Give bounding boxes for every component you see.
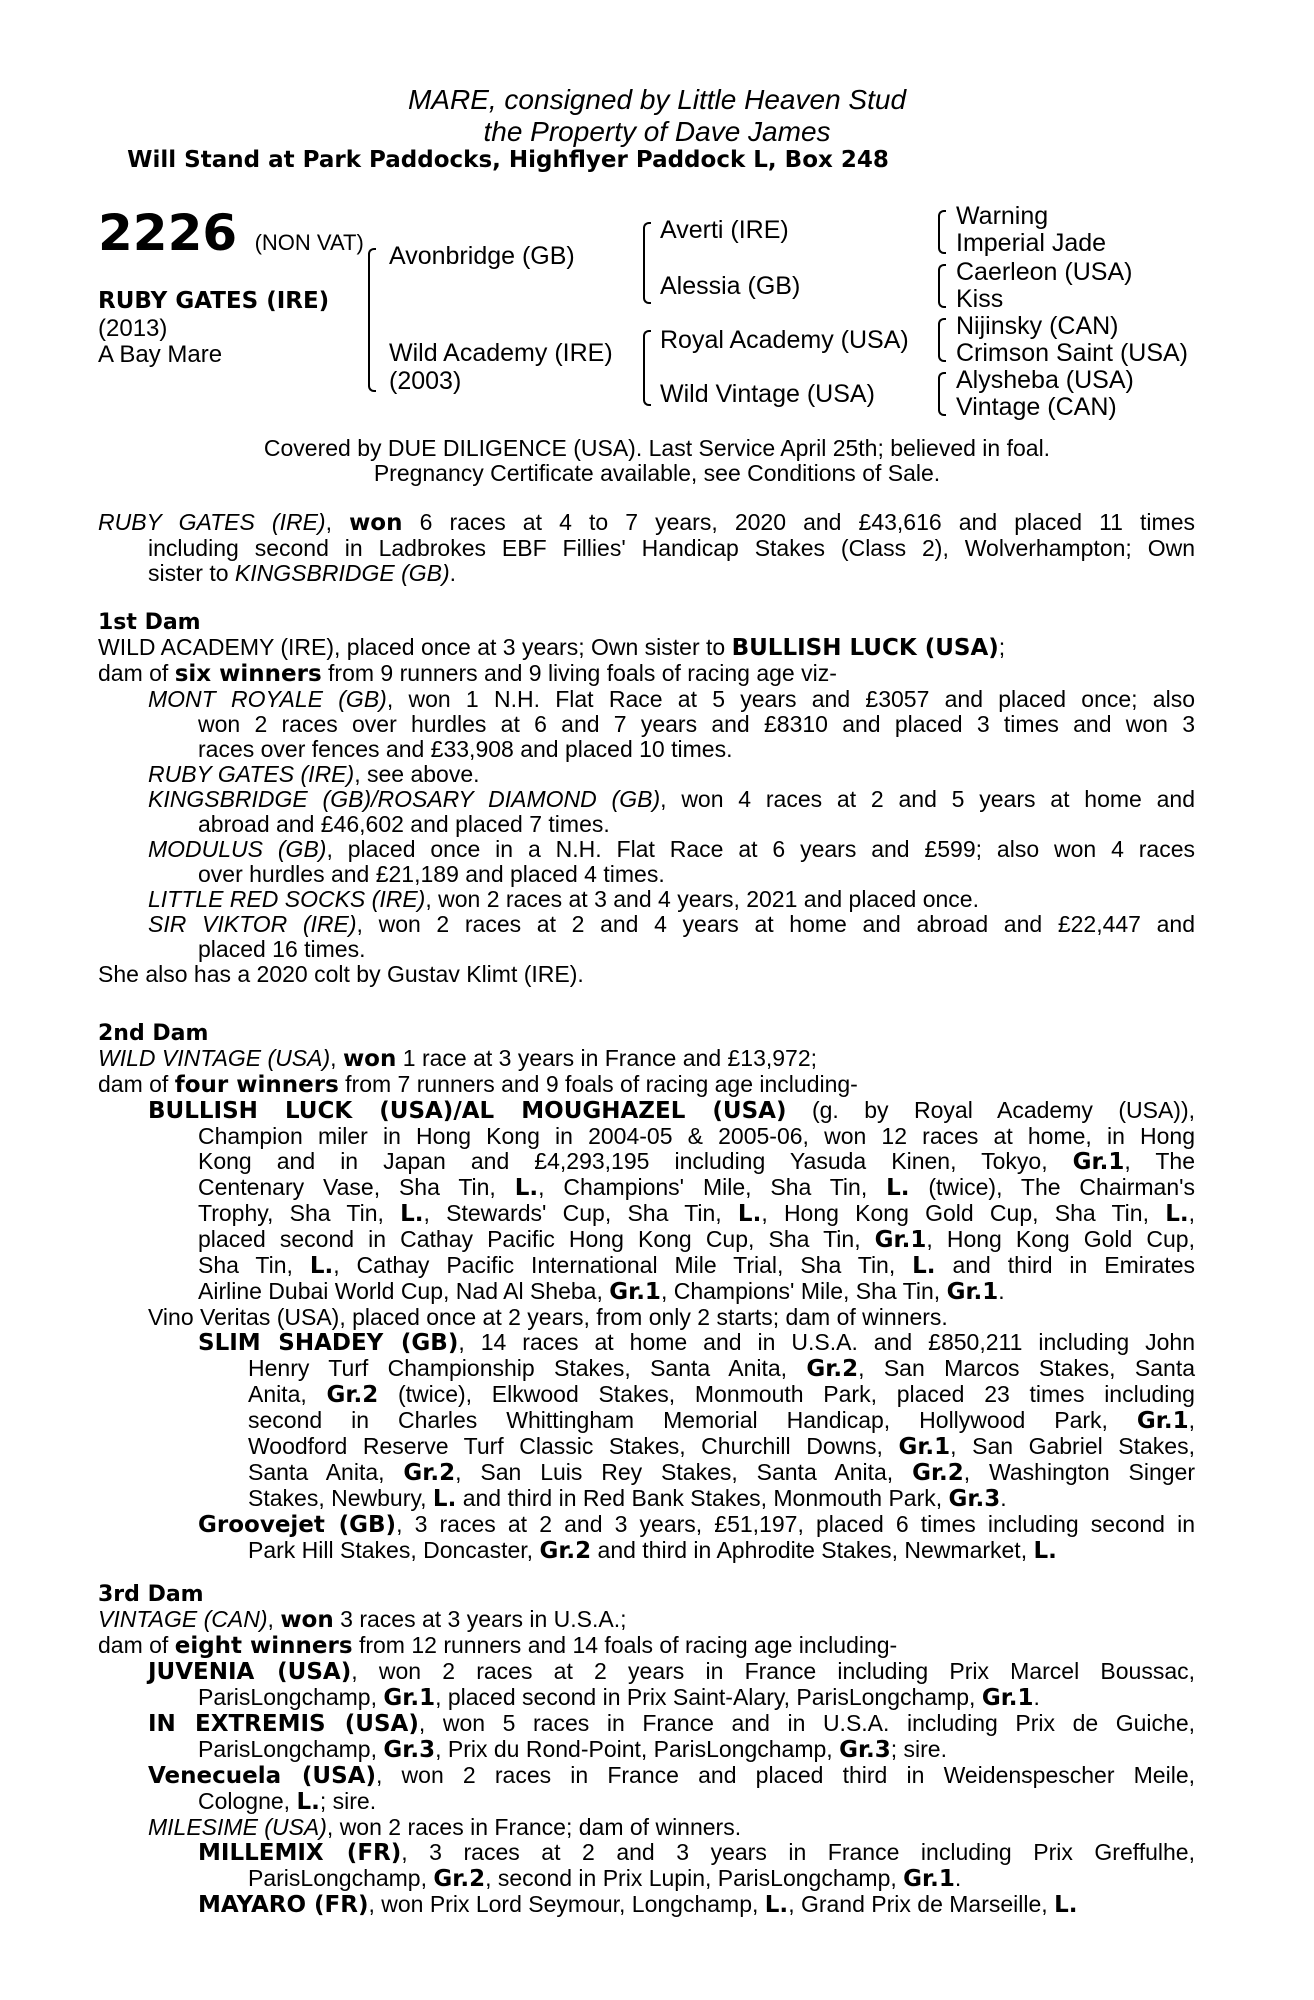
produce-line: LITTLE RED SOCKS (IRE), won 2 races at 3 and 4 years, 2021 and placed once.: [148, 886, 979, 912]
dam-line: WILD ACADEMY (IRE), placed once at 3 years; Own sister to BULLISH LUCK (USA);: [98, 634, 1006, 661]
produce-line: MILESIME (USA), won 2 races in France; dam of winners.: [148, 1814, 742, 1840]
produce-line: KINGSBRIDGE (GB)/ROSARY DIAMOND (GB), won 4 races at 2 and 5 years at home and: [148, 786, 1195, 812]
pedigree-sire-sire: Averti (IRE): [660, 216, 789, 244]
lot-number: 2226 (NON VAT): [98, 204, 364, 262]
produce-line: Santa Anita, Gr.2, San Luis Rey Stakes, Santa Anita, Gr.2, Washington Singer: [248, 1459, 1195, 1486]
intro-line: RUBY GATES (IRE), won 6 races at 4 to 7 years, 2020 and £43,616 and placed 11 times: [98, 509, 1195, 536]
dam-line: VINTAGE (CAN), won 3 races at 3 years in U.S.A.;: [98, 1606, 627, 1633]
produce-line: over hurdles and £21,189 and placed 4 times.: [198, 861, 665, 887]
produce-line: BULLISH LUCK (USA)/AL MOUGHAZEL (USA) (g. by Royal Academy (USA)),: [148, 1097, 1195, 1124]
produce-line: placed second in Cathay Pacific Hong Kong Cup, Sha Tin, Gr.1, Hong Kong Gold Cup,: [198, 1226, 1195, 1253]
produce-line: Sha Tin, L., Cathay Pacific International Mile Trial, Sha Tin, L. and third in Emirates: [198, 1252, 1195, 1279]
produce-line: MONT ROYALE (GB), won 1 N.H. Flat Race at 5 years and £3057 and placed once; also: [148, 686, 1195, 712]
intro-line: including second in Ladbrokes EBF Fillies' Handicap Stakes (Class 2), Wolverhampton; Own: [148, 535, 1195, 561]
pedigree-g2: Imperial Jade: [956, 229, 1107, 257]
produce-line: MAYARO (FR), won Prix Lord Seymour, Longchamp, L., Grand Prix de Marseille, L.: [198, 1891, 1078, 1918]
produce-line: Vino Veritas (USA), placed once at 2 years, from only 2 starts; dam of winners.: [148, 1304, 948, 1330]
pedigree-brace-1: [368, 248, 376, 392]
pedigree-brace-3d: [938, 372, 946, 416]
produce-line: SIR VIKTOR (IRE), won 2 races at 2 and 4 years at home and abroad and £22,447 and: [148, 911, 1195, 937]
pedigree-g7: Alysheba (USA): [956, 366, 1134, 394]
produce-line: RUBY GATES (IRE), see above.: [148, 761, 480, 787]
property-line: the Property of Dave James: [483, 116, 831, 147]
pedigree-dam-dam: Wild Vintage (USA): [660, 380, 875, 408]
second-dam-section: [98, 1021, 1195, 1564]
produce-line: Park Hill Stakes, Doncaster, Gr.2 and third in Aphrodite Stakes, Newmarket, L.: [248, 1537, 1057, 1564]
pedigree-sire: Avonbridge (GB): [389, 242, 575, 270]
produce-line: placed 16 times.: [198, 936, 366, 962]
pedigree-brace-3c: [938, 318, 946, 362]
produce-line: ParisLongchamp, Gr.3, Prix du Rond-Point, ParisLongchamp, Gr.3; sire.: [198, 1736, 947, 1763]
intro-line: sister to KINGSBRIDGE (GB).: [148, 560, 457, 586]
produce-line: races over fences and £33,908 and placed 10 times.: [198, 736, 733, 762]
certificate-line: Pregnancy Certificate available, see Conditions of Sale.: [373, 460, 941, 486]
produce-line: She also has a 2020 colt by Gustav Klimt (IRE).: [98, 961, 584, 987]
location-line: Will Stand at Park Paddocks, Highflyer Paddock L, Box 248: [127, 147, 889, 173]
produce-line: Venecuela (USA), won 2 races in France and placed third in Weidenspescher Meile,: [148, 1762, 1195, 1789]
produce-line: ParisLongchamp, Gr.2, second in Prix Lupin, ParisLongchamp, Gr.1.: [248, 1865, 962, 1892]
produce-line: Airline Dubai World Cup, Nad Al Sheba, Gr.1, Champions' Mile, Sha Tin, Gr.1.: [198, 1278, 1005, 1305]
pedigree-g8: Vintage (CAN): [956, 393, 1117, 421]
pedigree-g6: Crimson Saint (USA): [956, 339, 1188, 367]
produce-line: Kong and in Japan and £4,293,195 including Yasuda Kinen, Tokyo, Gr.1, The: [198, 1148, 1195, 1175]
produce-line: MILLEMIX (FR), 3 races at 2 and 3 years in France including Prix Greffulhe,: [198, 1839, 1195, 1866]
pedigree-sire-dam: Alessia (GB): [660, 272, 801, 300]
produce-line: abroad and £46,602 and placed 7 times.: [198, 811, 610, 837]
horse-year: (2013): [98, 315, 168, 342]
consignor-line: MARE, consigned by Little Heaven Stud: [407, 84, 907, 115]
dam-line: WILD VINTAGE (USA), won 1 race at 3 years in France and £13,972;: [98, 1045, 818, 1072]
horse-name: RUBY GATES (IRE): [98, 288, 330, 314]
pedigree-brace-3a: [938, 210, 946, 254]
produce-line: SLIM SHADEY (GB), 14 races at home and in U.S.A. and £850,211 including John: [198, 1329, 1195, 1356]
covered-line: Covered by DUE DILIGENCE (USA). Last Service April 25th; believed in foal.: [263, 435, 1051, 461]
produce-line: Henry Turf Championship Stakes, Santa Anita, Gr.2, San Marcos Stakes, Santa: [248, 1355, 1196, 1382]
produce-line: won 2 races over hurdles at 6 and 7 years and £8310 and placed 3 times and won 3: [198, 711, 1195, 737]
pedigree-brace-3b: [938, 264, 946, 308]
produce-line: Woodford Reserve Turf Classic Stakes, Churchill Downs, Gr.1, San Gabriel Stakes,: [248, 1433, 1195, 1460]
dam-line: dam of eight winners from 12 runners and 14 foals of racing age including-: [98, 1632, 898, 1659]
produce-line: second in Charles Whittingham Memorial Handicap, Hollywood Park, Gr.1,: [248, 1407, 1195, 1434]
produce-line: MODULUS (GB), placed once in a N.H. Flat Race at 6 years and £599; also won 4 races: [148, 836, 1195, 862]
produce-line: Cologne, L.; sire.: [198, 1788, 377, 1815]
produce-line: JUVENIA (USA), won 2 races at 2 years in France including Prix Marcel Boussac,: [148, 1658, 1195, 1685]
pedigree-dam: Wild Academy (IRE): [389, 339, 613, 367]
section-heading: 1st Dam: [98, 610, 201, 635]
pedigree-g5: Nijinsky (CAN): [956, 312, 1119, 340]
horse-description: A Bay Mare: [98, 341, 223, 368]
dam-line: dam of four winners from 7 runners and 9 foals of racing age including-: [98, 1071, 858, 1098]
pedigree-g1: Warning: [956, 202, 1049, 230]
vat-status: (NON VAT): [254, 230, 364, 255]
pedigree-brace-2a: [643, 222, 651, 304]
produce-line: Centenary Vase, Sha Tin, L., Champions' Mile, Sha Tin, L. (twice), The Chairman's: [198, 1174, 1196, 1201]
intro-paragraph: [98, 510, 1195, 586]
pedigree-brace-2b: [643, 330, 651, 406]
pedigree-dam-sire: Royal Academy (USA): [660, 326, 909, 354]
pedigree-dam-year: (2003): [389, 367, 462, 395]
third-dam-section: [98, 1582, 1195, 1918]
produce-line: Champion miler in Hong Kong in 2004-05 & 2005-06, won 12 races at home, in Hong: [198, 1123, 1195, 1149]
section-heading: 2nd Dam: [98, 1021, 209, 1046]
pedigree-g4: Kiss: [956, 285, 1004, 313]
dam-line: dam of six winners from 9 runners and 9 living foals of racing age viz-: [98, 660, 837, 687]
produce-line: Groovejet (GB), 3 races at 2 and 3 years, £51,197, placed 6 times including second in: [198, 1511, 1195, 1538]
produce-line: Stakes, Newbury, L. and third in Red Bank Stakes, Monmouth Park, Gr.3.: [248, 1485, 1007, 1512]
produce-line: Anita, Gr.2 (twice), Elkwood Stakes, Monmouth Park, placed 23 times including: [248, 1381, 1195, 1408]
produce-line: ParisLongchamp, Gr.1, placed second in Prix Saint-Alary, ParisLongchamp, Gr.1.: [198, 1684, 1040, 1711]
produce-line: IN EXTREMIS (USA), won 5 races in France and in U.S.A. including Prix de Guiche,: [148, 1710, 1196, 1737]
first-dam-section: [98, 610, 1195, 987]
section-heading: 3rd Dam: [98, 1582, 204, 1607]
produce-line: Trophy, Sha Tin, L., Stewards' Cup, Sha Tin, L., Hong Kong Gold Cup, Sha Tin, L.,: [198, 1200, 1195, 1227]
pedigree-g3: Caerleon (USA): [956, 258, 1133, 286]
